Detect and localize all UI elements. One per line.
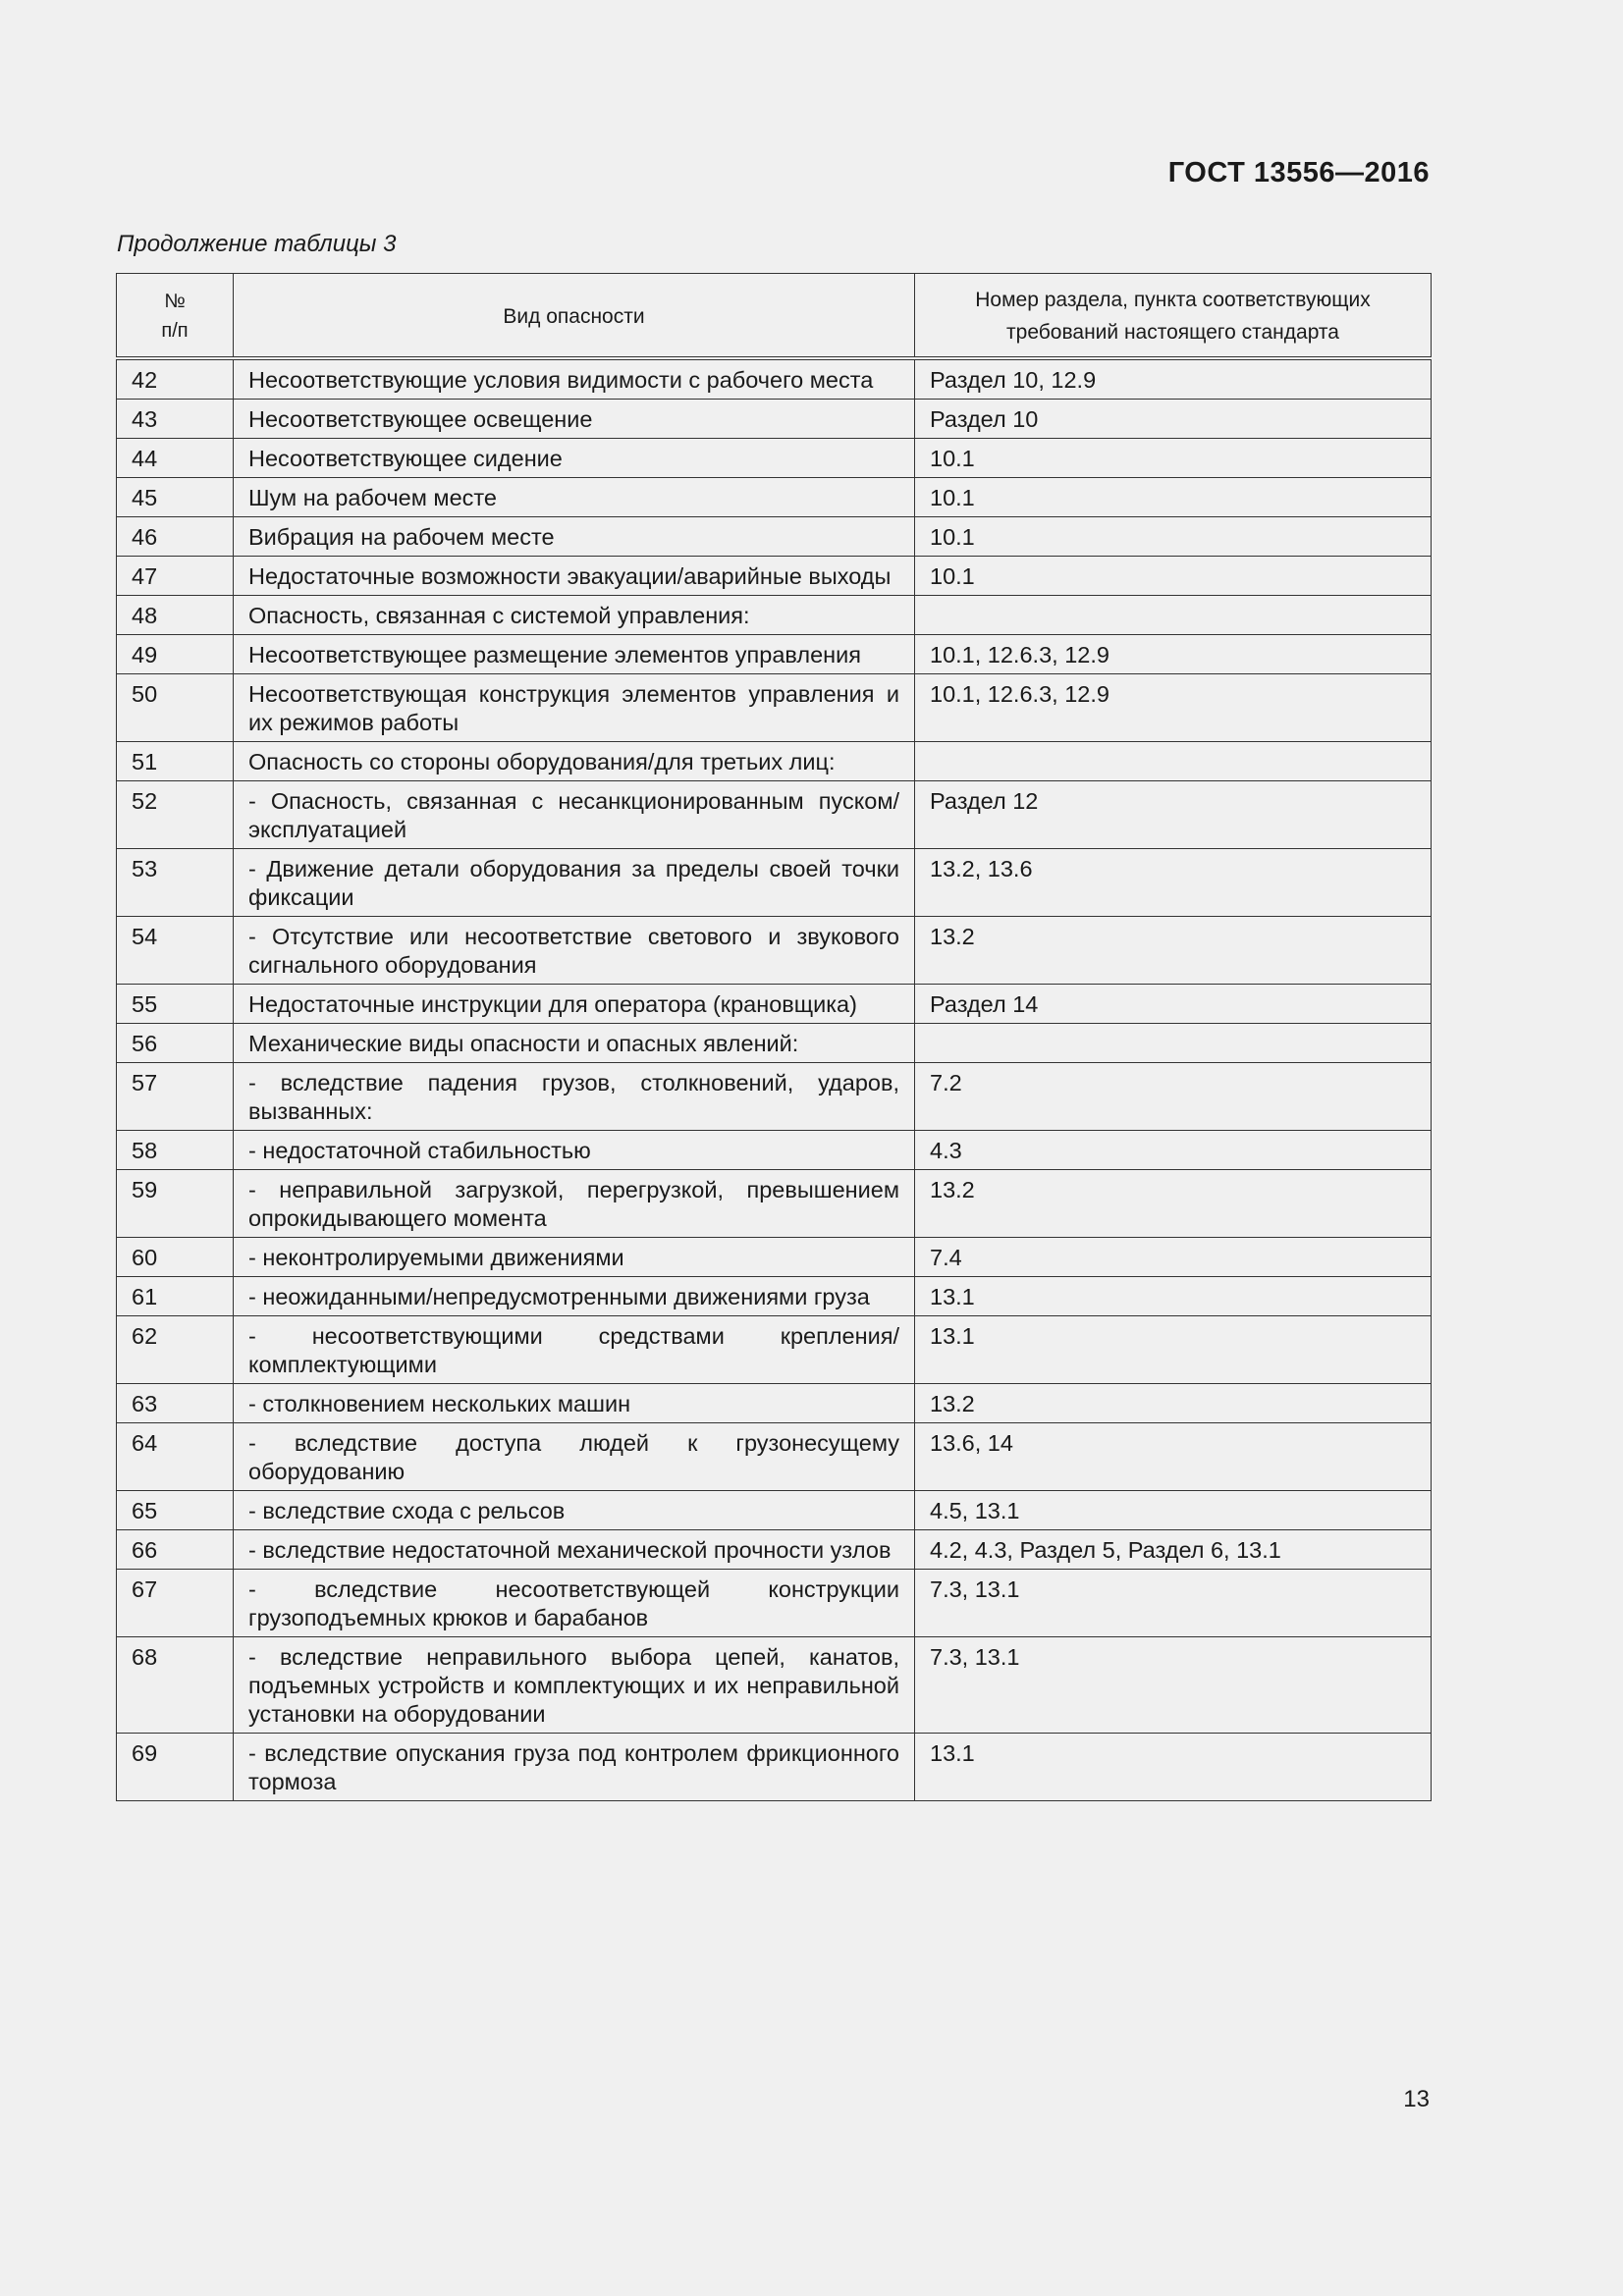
cell-num: 51	[117, 742, 234, 781]
cell-ref: 4.2, 4.3, Раздел 5, Раздел 6, 13.1	[915, 1530, 1432, 1570]
cell-ref: 13.2, 13.6	[915, 849, 1432, 917]
cell-hazard: - столкновением нескольких машин	[234, 1384, 915, 1423]
cell-ref: 10.1	[915, 439, 1432, 478]
cell-ref: Раздел 14	[915, 985, 1432, 1024]
cell-ref: 7.3, 13.1	[915, 1637, 1432, 1734]
cell-num: 68	[117, 1637, 234, 1734]
table-row	[117, 1637, 1432, 1734]
table-row	[117, 1734, 1432, 1801]
table-row	[117, 1530, 1432, 1570]
cell-hazard: Несоответствующее освещение	[234, 400, 915, 439]
cell-ref: 7.2	[915, 1063, 1432, 1131]
cell-num: 56	[117, 1024, 234, 1063]
cell-num: 54	[117, 917, 234, 985]
cell-num: 66	[117, 1530, 234, 1570]
cell-ref: 13.1	[915, 1316, 1432, 1384]
table-row	[117, 1277, 1432, 1316]
table-row	[117, 1024, 1432, 1063]
cell-num: 42	[117, 358, 234, 400]
cell-hazard: Шум на рабочем месте	[234, 478, 915, 517]
cell-num: 52	[117, 781, 234, 849]
table-row	[117, 478, 1432, 517]
cell-hazard: - недостаточной стабильностью	[234, 1131, 915, 1170]
cell-hazard: Несоответствующая конструкция элементов управления и их режимов работы	[234, 674, 915, 742]
table-row	[117, 1131, 1432, 1170]
document-code: ГОСТ 13556—2016	[1167, 157, 1430, 188]
header-hazard: Вид опасности	[234, 274, 915, 359]
table-row	[117, 1384, 1432, 1423]
cell-ref	[915, 596, 1432, 635]
cell-ref: 13.2	[915, 917, 1432, 985]
table-row	[117, 517, 1432, 557]
cell-hazard: - неправильной загрузкой, перегрузкой, превышением опрокидывающего момента	[234, 1170, 915, 1238]
table-row	[117, 1238, 1432, 1277]
table-row	[117, 1423, 1432, 1491]
table-caption: Продолжение таблицы 3	[117, 231, 397, 257]
cell-hazard: Опасность, связанная с системой управления:	[234, 596, 915, 635]
cell-ref	[915, 1024, 1432, 1063]
table-row	[117, 400, 1432, 439]
cell-hazard: - несоответствующими средствами крепления/комплектующими	[234, 1316, 915, 1384]
cell-num: 65	[117, 1491, 234, 1530]
table-body	[117, 358, 1432, 1801]
cell-num: 61	[117, 1277, 234, 1316]
cell-num: 46	[117, 517, 234, 557]
cell-ref: Раздел 10	[915, 400, 1432, 439]
cell-num: 62	[117, 1316, 234, 1384]
table-row	[117, 557, 1432, 596]
cell-hazard: - Движение детали оборудования за пределы своей точки фиксации	[234, 849, 915, 917]
cell-num: 57	[117, 1063, 234, 1131]
table-row	[117, 849, 1432, 917]
cell-num: 58	[117, 1131, 234, 1170]
cell-hazard: Опасность со стороны оборудования/для третьих лиц:	[234, 742, 915, 781]
header-num: № п/п	[117, 274, 234, 359]
cell-ref: 13.2	[915, 1384, 1432, 1423]
table-row	[117, 1170, 1432, 1238]
cell-hazard: - вследствие неправильного выбора цепей, канатов, подъемных устройств и комплектующих и их неправильной установки на оборудовании	[234, 1637, 915, 1734]
cell-num: 64	[117, 1423, 234, 1491]
cell-ref: 13.1	[915, 1734, 1432, 1801]
cell-hazard: Недостаточные инструкции для оператора (крановщика)	[234, 985, 915, 1024]
cell-ref: 4.3	[915, 1131, 1432, 1170]
cell-num: 47	[117, 557, 234, 596]
cell-ref	[915, 742, 1432, 781]
cell-hazard: Несоответствующее сидение	[234, 439, 915, 478]
cell-hazard: Вибрация на рабочем месте	[234, 517, 915, 557]
table-row	[117, 1316, 1432, 1384]
cell-hazard: Механические виды опасности и опасных явлений:	[234, 1024, 915, 1063]
cell-ref: 7.3, 13.1	[915, 1570, 1432, 1637]
cell-hazard: - Отсутствие или несоответствие светового и звукового сигнального оборудования	[234, 917, 915, 985]
cell-hazard: - вследствие схода с рельсов	[234, 1491, 915, 1530]
cell-hazard: Несоответствующие условия видимости с рабочего места	[234, 358, 915, 400]
cell-num: 60	[117, 1238, 234, 1277]
cell-hazard: - неконтролируемыми движениями	[234, 1238, 915, 1277]
cell-num: 59	[117, 1170, 234, 1238]
cell-num: 69	[117, 1734, 234, 1801]
cell-ref: 4.5, 13.1	[915, 1491, 1432, 1530]
cell-num: 63	[117, 1384, 234, 1423]
hazards-table	[116, 273, 1432, 1801]
cell-hazard: - вследствие падения грузов, столкновений, ударов, вызванных:	[234, 1063, 915, 1131]
cell-num: 67	[117, 1570, 234, 1637]
table-row	[117, 1491, 1432, 1530]
cell-ref: Раздел 10, 12.9	[915, 358, 1432, 400]
cell-ref: 10.1	[915, 478, 1432, 517]
cell-ref: 7.4	[915, 1238, 1432, 1277]
table-row	[117, 635, 1432, 674]
table-row	[117, 674, 1432, 742]
cell-hazard: - вследствие доступа людей к грузонесущему оборудованию	[234, 1423, 915, 1491]
table-row	[117, 985, 1432, 1024]
cell-num: 48	[117, 596, 234, 635]
cell-ref: 10.1, 12.6.3, 12.9	[915, 635, 1432, 674]
cell-num: 45	[117, 478, 234, 517]
table-row	[117, 439, 1432, 478]
cell-hazard: - вследствие несоответствующей конструкции грузоподъемных крюков и барабанов	[234, 1570, 915, 1637]
table-row	[117, 917, 1432, 985]
cell-ref: 10.1	[915, 557, 1432, 596]
cell-hazard: - вследствие опускания груза под контролем фрикционного тормоза	[234, 1734, 915, 1801]
cell-num: 50	[117, 674, 234, 742]
table-row	[117, 1570, 1432, 1637]
cell-num: 49	[117, 635, 234, 674]
table-row	[117, 358, 1432, 400]
cell-ref: 13.6, 14	[915, 1423, 1432, 1491]
cell-ref: 13.2	[915, 1170, 1432, 1238]
cell-ref: 13.1	[915, 1277, 1432, 1316]
cell-hazard: - неожиданными/непредусмотренными движениями груза	[234, 1277, 915, 1316]
cell-num: 44	[117, 439, 234, 478]
cell-hazard: - Опасность, связанная с несанкционированным пуском/эксплуатацией	[234, 781, 915, 849]
cell-ref: Раздел 12	[915, 781, 1432, 849]
cell-hazard: Несоответствующее размещение элементов управления	[234, 635, 915, 674]
table-row	[117, 596, 1432, 635]
cell-num: 43	[117, 400, 234, 439]
cell-hazard: Недостаточные возможности эвакуации/аварийные выходы	[234, 557, 915, 596]
table-row	[117, 1063, 1432, 1131]
table-header-row	[117, 274, 1432, 359]
cell-hazard: - вследствие недостаточной механической прочности узлов	[234, 1530, 915, 1570]
cell-ref: 10.1, 12.6.3, 12.9	[915, 674, 1432, 742]
cell-num: 55	[117, 985, 234, 1024]
header-ref: Номер раздела, пункта соответствующих требований настоящего стандарта	[915, 274, 1432, 359]
table-row	[117, 781, 1432, 849]
cell-num: 53	[117, 849, 234, 917]
cell-ref: 10.1	[915, 517, 1432, 557]
page-number: 13	[1403, 2086, 1430, 2112]
table-row	[117, 742, 1432, 781]
